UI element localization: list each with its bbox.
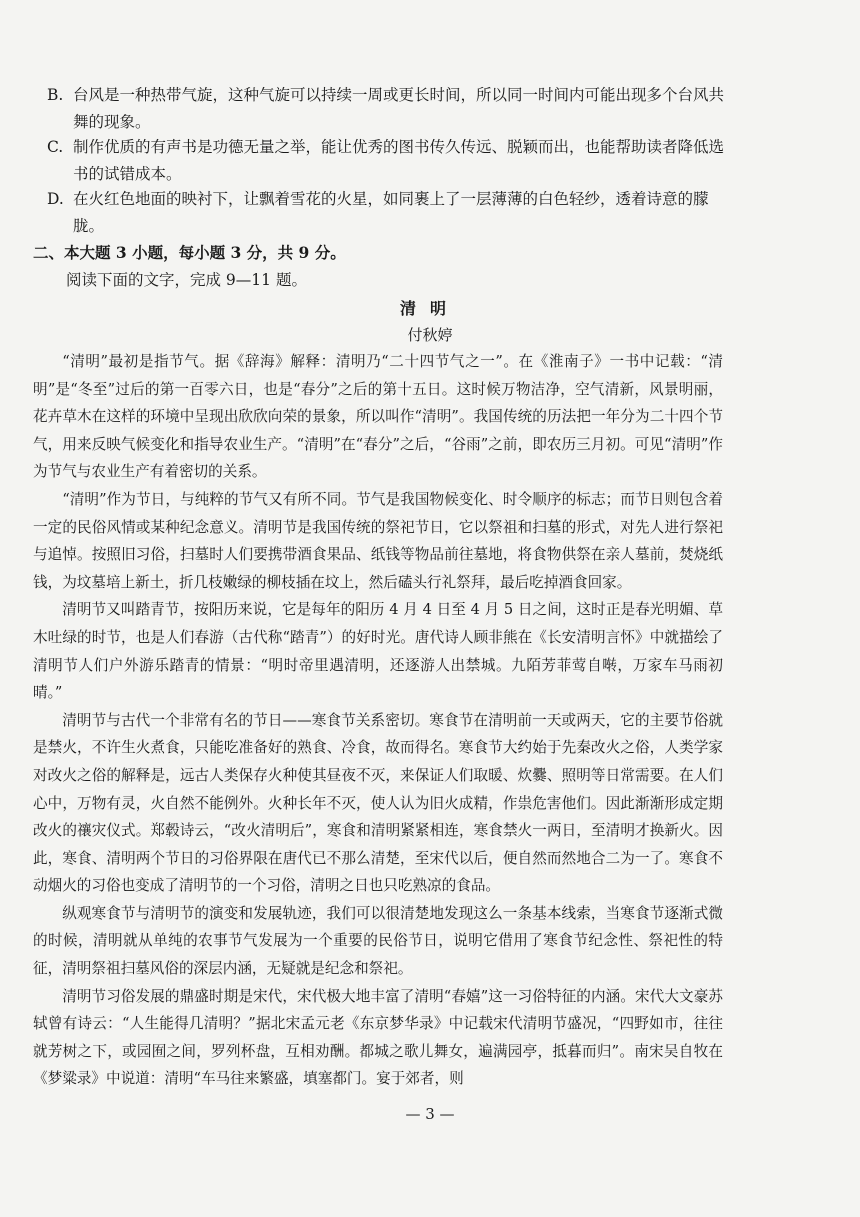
article-paragraph: “清明”最初是指节气。据《辞海》解释：清明乃“二十四节气之一”。在《淮南子》一书中记载：“清明”是“冬至”过后的第一百零六日，也是“春分”之后的第十五日。这时候万物洁净，空气清新，风景明丽，花卉草木在这样的环境中呈现出欣欣向荣的景象，所以叫作“清明”。我国传统的历法把一年分为二十四个节气，用来反映气候变化和指导农业生产。“清明”在“春分”之后，“谷雨”之前，即农历三月初。可见“清明”作为节气与农业生产有着密切的关系。 <box>33 353 723 481</box>
section-heading: 二、本大题 3 小题，每小题 3 分，共 9 分。 <box>33 243 346 262</box>
option-b <box>47 82 737 136</box>
article-paragraph: 清明节又叫踏青节，按阳历来说，它是每年的阳历 4 月 4 日至 4 月 5 日之间，这时正是春光明媚、草木吐绿的时节，也是人们春游（古代称“踏青”）的好时光。唐代诗人顾非熊在《长安清明言怀》中就描绘了清明节人们户外游乐踏青的情景：“明时帝里遇清明，还逐游人出禁城。九陌芳菲莺自啭，万家车马雨初晴。” <box>33 601 723 702</box>
article-paragraph: 清明节习俗发展的鼎盛时期是宋代，宋代极大地丰富了清明“春嬉”这一习俗特征的内涵。宋代大文豪苏轼曾有诗云：“人生能得几清明？”据北宋孟元老《东京梦华录》中记载宋代清明节盛况，“四野如市，往往就芳树之下，或园囿之间，罗列杯盘，互相劝酬。都城之歌儿舞女，遍满园亭，抵暮而归”。南宋吴自牧在《梦粱录》中说道：清明“车马往来繁盛，填塞都门。宴于郊者，则 <box>33 987 723 1088</box>
option-letter: C. <box>47 138 64 156</box>
article-paragraph: “清明”作为节日，与纯粹的节气又有所不同。节气是我国物候变化、时令顺序的标志；而节日则包含着一定的民俗风情或某种纪念意义。清明节是我国传统的祭祀节日，它以祭祖和扫墓的形式，对先人进行祭祀与追悼。按照旧习俗，扫墓时人们要携带酒食果品、纸钱等物品前往墓地，将食物供祭在亲人墓前，焚烧纸钱，为坟墓培上新土，折几枝嫩绿的柳枝插在坟上，然后磕头行礼祭拜，最后吃掉酒食回家。 <box>33 490 723 591</box>
article-title: 清明 <box>399 299 460 318</box>
option-text: 在火红色地面的映衬下，让飘着雪花的火星，如同裹上了一层薄薄的白色轻纱，透着诗意的朦胧。 <box>73 190 709 235</box>
reading-instruction: 阅读下面的文字，完成 9—11 题。 <box>66 271 307 289</box>
option-d <box>47 186 737 240</box>
option-letter: D. <box>47 190 64 208</box>
page-number: — 3 — <box>405 1105 455 1123</box>
article-body <box>33 348 723 1093</box>
article-author: 付秋婷 <box>407 326 453 344</box>
article-paragraph: 纵观寒食节与清明节的演变和发展轨迹，我们可以很清楚地发现这么一条基本线索，当寒食节逐渐式微的时候，清明就从单纯的农事节气发展为一个重要的民俗节日，说明它借用了寒食节纪念性、祭祀性的特征，清明祭祖扫墓风俗的深层内涵，无疑就是纪念和祭祀。 <box>33 904 723 978</box>
article-paragraph: 清明节与古代一个非常有名的节日——寒食节关系密切。寒食节在清明前一天或两天，它的主要节俗就是禁火，不许生火煮食，只能吃准备好的熟食、冷食，故而得名。寒食节大约始于先秦改火之俗，人类学家对改火之俗的解释是，远古人类保存火种使其昼夜不灭，来保证人们取暖、炊爨、照明等日常需要。在人们心中，万物有灵，火自然不能例外。火种长年不灭，使人认为旧火成精，作祟危害他们。因此渐渐形成定期改火的禳灾仪式。郑毂诗云，“改火清明后”，寒食和清明紧紧相连，寒食禁火一两日，至清明才换新火。因此，寒食、清明两个节日的习俗界限在唐代已不那么清楚，至宋代以后，便自然而然地合二为一了。寒食不动烟火的习俗也变成了清明节的一个习俗，清明之日也只吃熟凉的食品。 <box>33 711 723 895</box>
option-letter: B. <box>47 86 64 104</box>
option-text: 台风是一种热带气旋，这种气旋可以持续一周或更长时间，所以同一时间内可能出现多个台风共舞的现象。 <box>73 86 725 131</box>
option-text: 制作优质的有声书是功德无量之举，能让优秀的图书传久传远、脱颖而出，也能帮助读者降低选书的试错成本。 <box>73 138 725 183</box>
option-c <box>47 134 737 188</box>
